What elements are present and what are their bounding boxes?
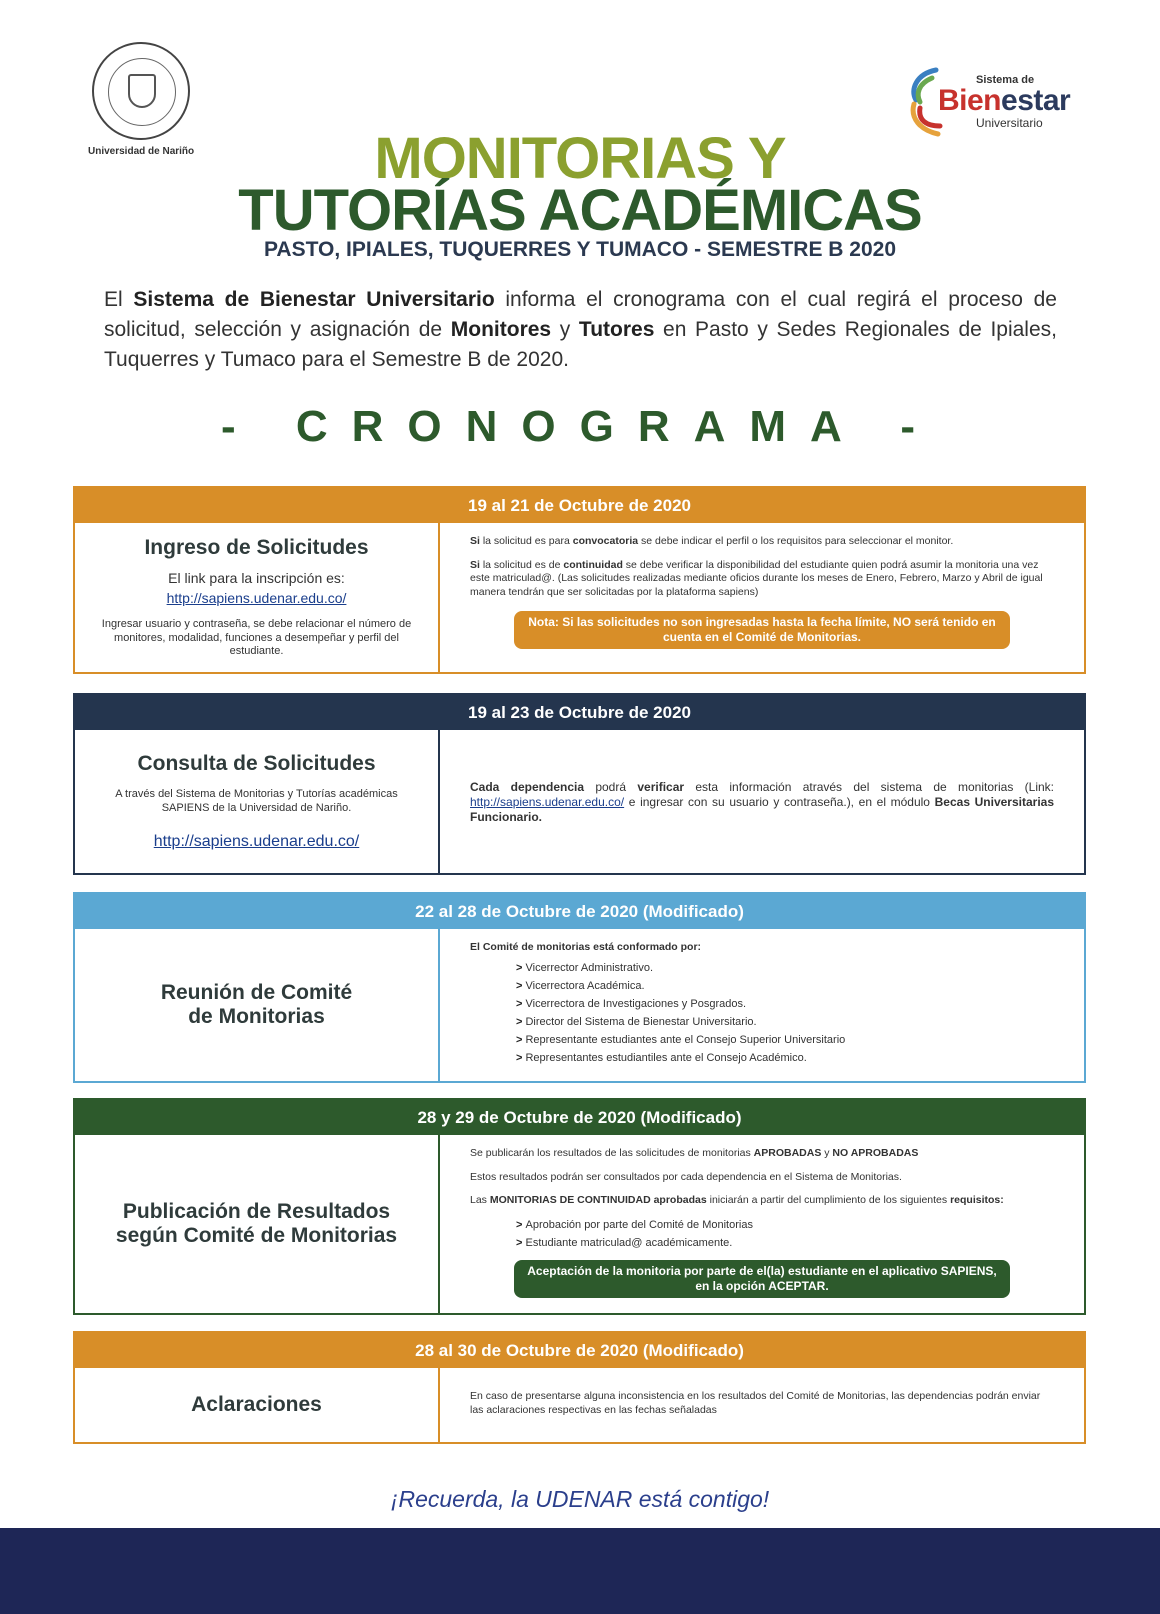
slogan: ¡Recuerda, la UDENAR está contigo!	[390, 1486, 770, 1512]
block-text: En caso de presentarse alguna inconsistencia en los resultados del Comité de Monitorias, las dependencias podrán enviar las aclaraciones respectivas en las fechas señaladas	[470, 1390, 1041, 1416]
list-item: > Vicerrectora de Investigaciones y Posgrados.	[516, 995, 1054, 1013]
university-seal-icon	[92, 42, 190, 140]
schedule-block-consulta	[73, 693, 1086, 875]
block-title: Publicación de Resultados según Comité de Monitorias	[115, 1200, 398, 1247]
sapiens-link[interactable]: http://sapiens.udenar.edu.co/	[153, 833, 360, 850]
block-date: 19 al 21 de Octubre de 2020	[75, 488, 1084, 523]
title-line-1: MONITORIAS Y	[374, 126, 786, 191]
cronograma-heading: - CRONOGRAMA -	[220, 402, 940, 451]
footer-bar	[0, 1528, 1160, 1614]
acceptance-note-pill: Aceptación de la monitoria por parte de el(la) estudiante en el aplicativo SAPIENS, en la opción ACEPTAR.	[514, 1260, 1010, 1298]
block-subtitle: El link para la inscripción es:	[168, 570, 345, 587]
block-text: El Comité de monitorias está conformado por:	[470, 941, 702, 953]
title-line-2: TUTORÍAS ACADÉMICAS	[238, 178, 922, 243]
block-text: Se publicarán los resultados de las solicitudes de monitorias APROBADAS y NO APROBADAS	[470, 1147, 919, 1159]
block-text: Estos resultados podrán ser consultados por cada dependencia en el Sistema de Monitorias.	[470, 1170, 902, 1183]
bienestar-logo: Sistema de Bienestar Universitario	[906, 60, 1086, 140]
list-item: > Vicerrector Administrativo.	[516, 959, 1054, 977]
block-text: Si la solicitud es para convocatoria se debe indicar el perfil o los requisitos para seleccionar el monitor.	[470, 535, 954, 547]
intro-paragraph: El Sistema de Bienestar Universitario informa el cronograma con el cual regirá el proceso de solicitud, selección y asignación de Monitores y Tutores en Pasto y Sedes Regionales de Ipiales, Tuquerres y Tumaco para el Semestre B de 2020.	[104, 288, 1057, 371]
block-title: Consulta de Solicitudes	[137, 752, 376, 775]
block-date: 28 al 30 de Octubre de 2020 (Modificado)	[75, 1333, 1084, 1368]
block-title: Aclaraciones	[191, 1393, 322, 1416]
list-item: > Representantes estudiantiles ante el Consejo Académico.	[516, 1049, 1054, 1067]
block-title: Ingreso de Solicitudes	[144, 536, 369, 560]
list-item: > Representante estudiantes ante el Consejo Superior Universitario	[516, 1031, 1054, 1049]
schedule-block-reunion	[73, 892, 1086, 1083]
block-text: Las MONITORIAS DE CONTINUIDAD aprobadas iniciarán a partir del cumplimiento de los siguientes requisitos:	[470, 1194, 1004, 1206]
list-item: > Director del Sistema de Bienestar Universitario.	[516, 1013, 1054, 1031]
schedule-block-publicacion	[73, 1098, 1086, 1315]
list-item: > Vicerrectora Académica.	[516, 977, 1054, 995]
block-date: 22 al 28 de Octubre de 2020 (Modificado)	[75, 894, 1084, 929]
schedule-block-aclaraciones	[73, 1331, 1086, 1444]
sapiens-inline-link[interactable]: http://sapiens.udenar.edu.co/	[470, 795, 625, 809]
list-item: > Estudiante matriculad@ académicamente.	[516, 1234, 1054, 1252]
block-note: Ingresar usuario y contraseña, se debe relacionar el número de monitores, modalidad, funciones a desempeñar y perfil del estudiante.	[101, 618, 412, 658]
university-name: Universidad de Nariño	[88, 146, 195, 157]
committee-list	[470, 959, 1054, 1067]
block-date: 28 y 29 de Octubre de 2020 (Modificado)	[75, 1100, 1084, 1135]
schedule-block-ingreso	[73, 486, 1086, 674]
block-text: Si la solicitud es de continuidad se debe verificar la disponibilidad del estudiante quien podrá asumir la monitoria una vez este matriculad@. (Las solicitudes realizadas mediante oficios durante los meses de Enero, Febrero, Marzo y Abril de igual manera tendrán que ser solicitadas por la plataforma sapiens)	[470, 558, 1043, 598]
block-date: 19 al 23 de Octubre de 2020	[75, 695, 1084, 730]
title-subtitle: PASTO, IPIALES, TUQUERRES Y TUMACO - SEMESTRE B 2020	[263, 238, 897, 261]
sapiens-link[interactable]: http://sapiens.udenar.edu.co/	[166, 590, 347, 607]
block-note: A través del Sistema de Monitorias y Tutorías académicas SAPIENS de la Universidad de Nariño.	[115, 788, 398, 814]
deadline-note-pill: Nota: Si las solicitudes no son ingresadas hasta la fecha límite, NO será tenido en cuenta en el Comité de Monitorias.	[514, 611, 1010, 649]
list-item: > Aprobación por parte del Comité de Monitorias	[516, 1216, 1054, 1234]
requirements-list	[470, 1216, 1054, 1252]
block-text: Cada dependencia podrá verificar esta información através del sistema de monitorias (Link: http://sapiens.udenar.edu.co/ e ingresar con su usuario y contraseña.), en el módulo Becas Universitarias Funcionario.	[470, 780, 1055, 824]
block-title: Reunión de Comité de Monitorias	[160, 981, 353, 1028]
